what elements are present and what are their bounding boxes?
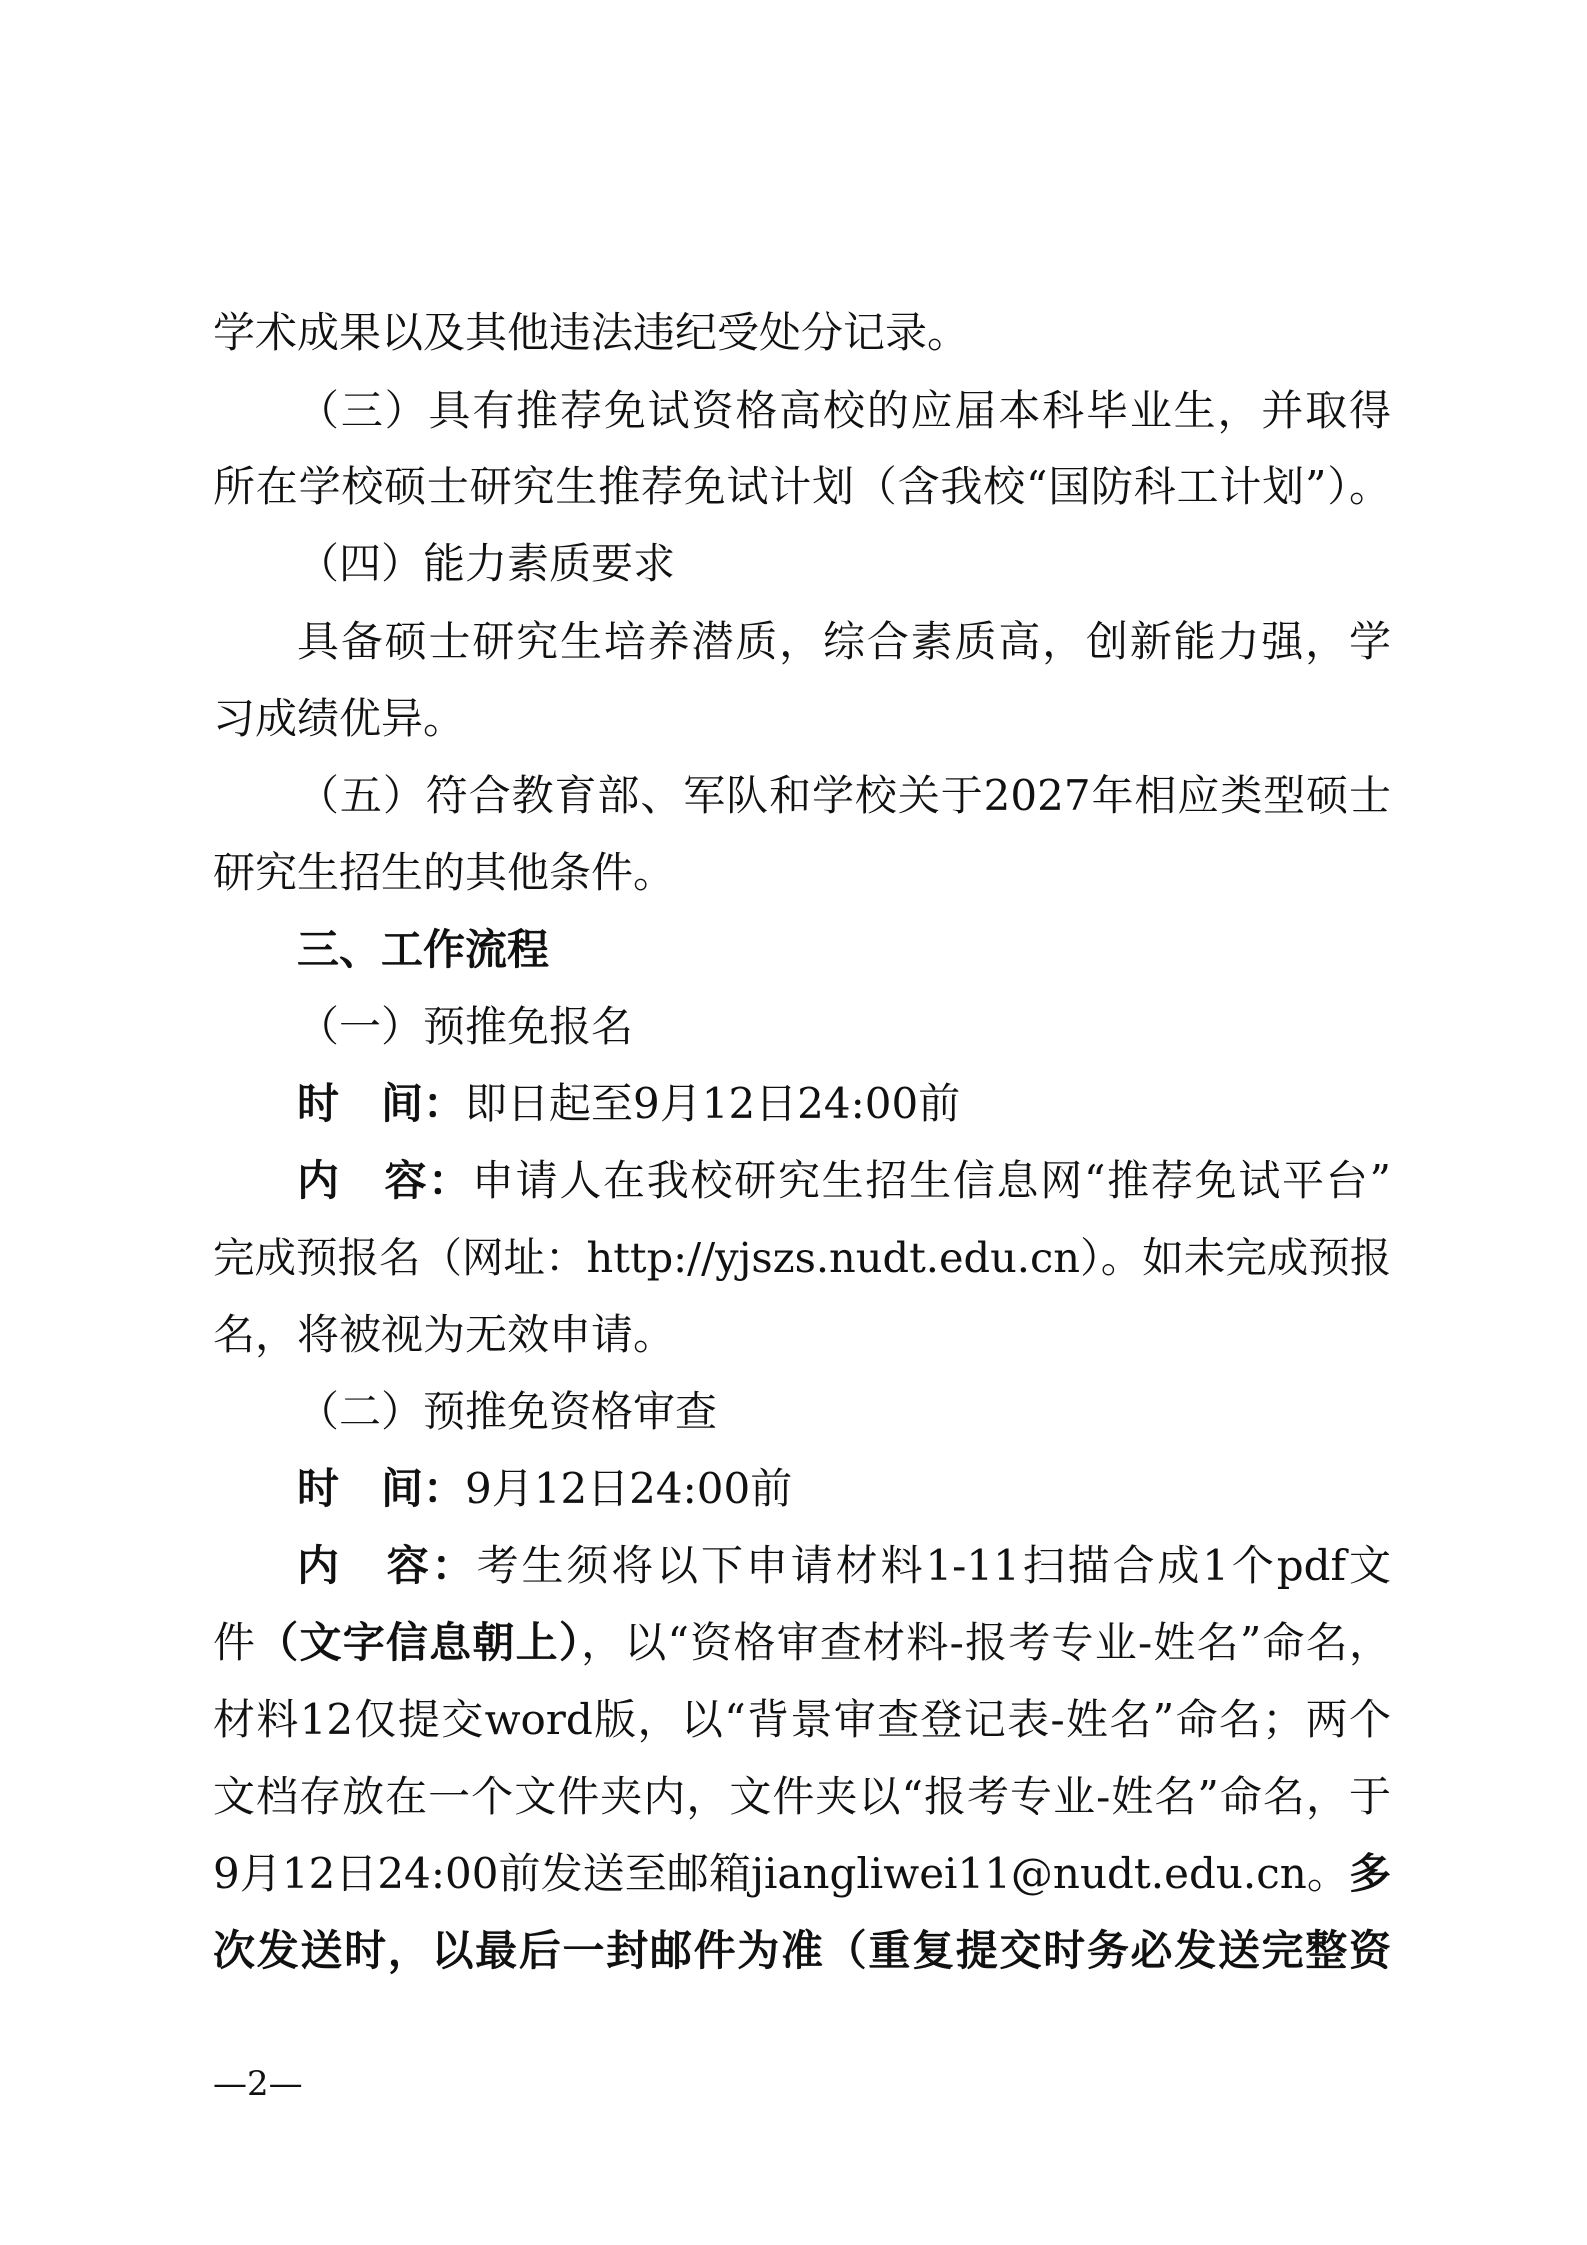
paragraph-line: 学术成果以及其他违法违纪受处分记录。 [213, 308, 970, 357]
content-label: 内 容： [297, 1156, 472, 1205]
content-text: 考生须将以下申请材料1-11扫描合成1个pdf文 [476, 1541, 1391, 1590]
content-text-bold: 多 [1348, 1849, 1391, 1898]
content-line: 名，将被视为无效申请。 [213, 1310, 676, 1359]
time-label: 时 间： [297, 1079, 466, 1128]
subsection-title: （一）预推免报名 [297, 1002, 634, 1051]
content-text: 件 [213, 1618, 257, 1667]
content-line [213, 1613, 1391, 1673]
paragraph-line: （四）能力素质要求 [297, 539, 676, 588]
time-label: 时 间： [297, 1464, 466, 1513]
paragraph-line: （五）符合教育部、军队和学校关于2027年相应类型硕士 [297, 771, 1391, 820]
subsection-title: （二）预推免资格审查 [297, 1387, 718, 1436]
content-label: 内 容： [297, 1541, 477, 1590]
paragraph-line: 具备硕士研究生培养潜质，综合素质高，创新能力强，学 [297, 617, 1391, 666]
content-line: 完成预报名（网址：http://yjszs.nudt.edu.cn）。如未完成预报 [213, 1233, 1392, 1282]
content-text-bold: （文字信息朝上） [256, 1618, 582, 1667]
content-line: 材料12仅提交word版，以“背景审查登记表-姓名”命名；两个 [213, 1695, 1391, 1744]
time-row [297, 1459, 792, 1519]
paragraph-line: 所在学校硕士研究生推荐免试计划（含我校“国防科工计划”）。 [213, 462, 1391, 511]
paragraph-line: （三）具有推荐免试资格高校的应届本科毕业生，并取得 [297, 386, 1391, 435]
paragraph-line: 研究生招生的其他条件。 [213, 848, 676, 897]
time-value: 即日起至9月12日24:00前 [465, 1079, 961, 1128]
time-row [297, 1074, 960, 1134]
time-value: 9月12日24:00前 [465, 1464, 793, 1513]
paragraph-line: 习成绩优异。 [213, 694, 466, 743]
content-line: 文档存放在一个文件夹内，文件夹以“报考专业-姓名”命名，于 [213, 1772, 1391, 1821]
section-heading: 三、工作流程 [297, 925, 550, 974]
content-line-bold: 次发送时，以最后一封邮件为准（重复提交时务必发送完整资 [213, 1926, 1391, 1975]
page-number: —2— [213, 2064, 303, 2104]
content-line [213, 1844, 1391, 1904]
content-text: 9月12日24:00前发送至邮箱jiangliwei11@nudt.edu.cn。 [213, 1849, 1349, 1898]
content-row [297, 1536, 1391, 1596]
content-text: ，以“资格审查材料-报考专业-姓名”命名， [581, 1618, 1391, 1667]
content-row [297, 1151, 1391, 1211]
content-text: 申请人在我校研究生招生信息网“推荐免试平台” [471, 1156, 1391, 1205]
